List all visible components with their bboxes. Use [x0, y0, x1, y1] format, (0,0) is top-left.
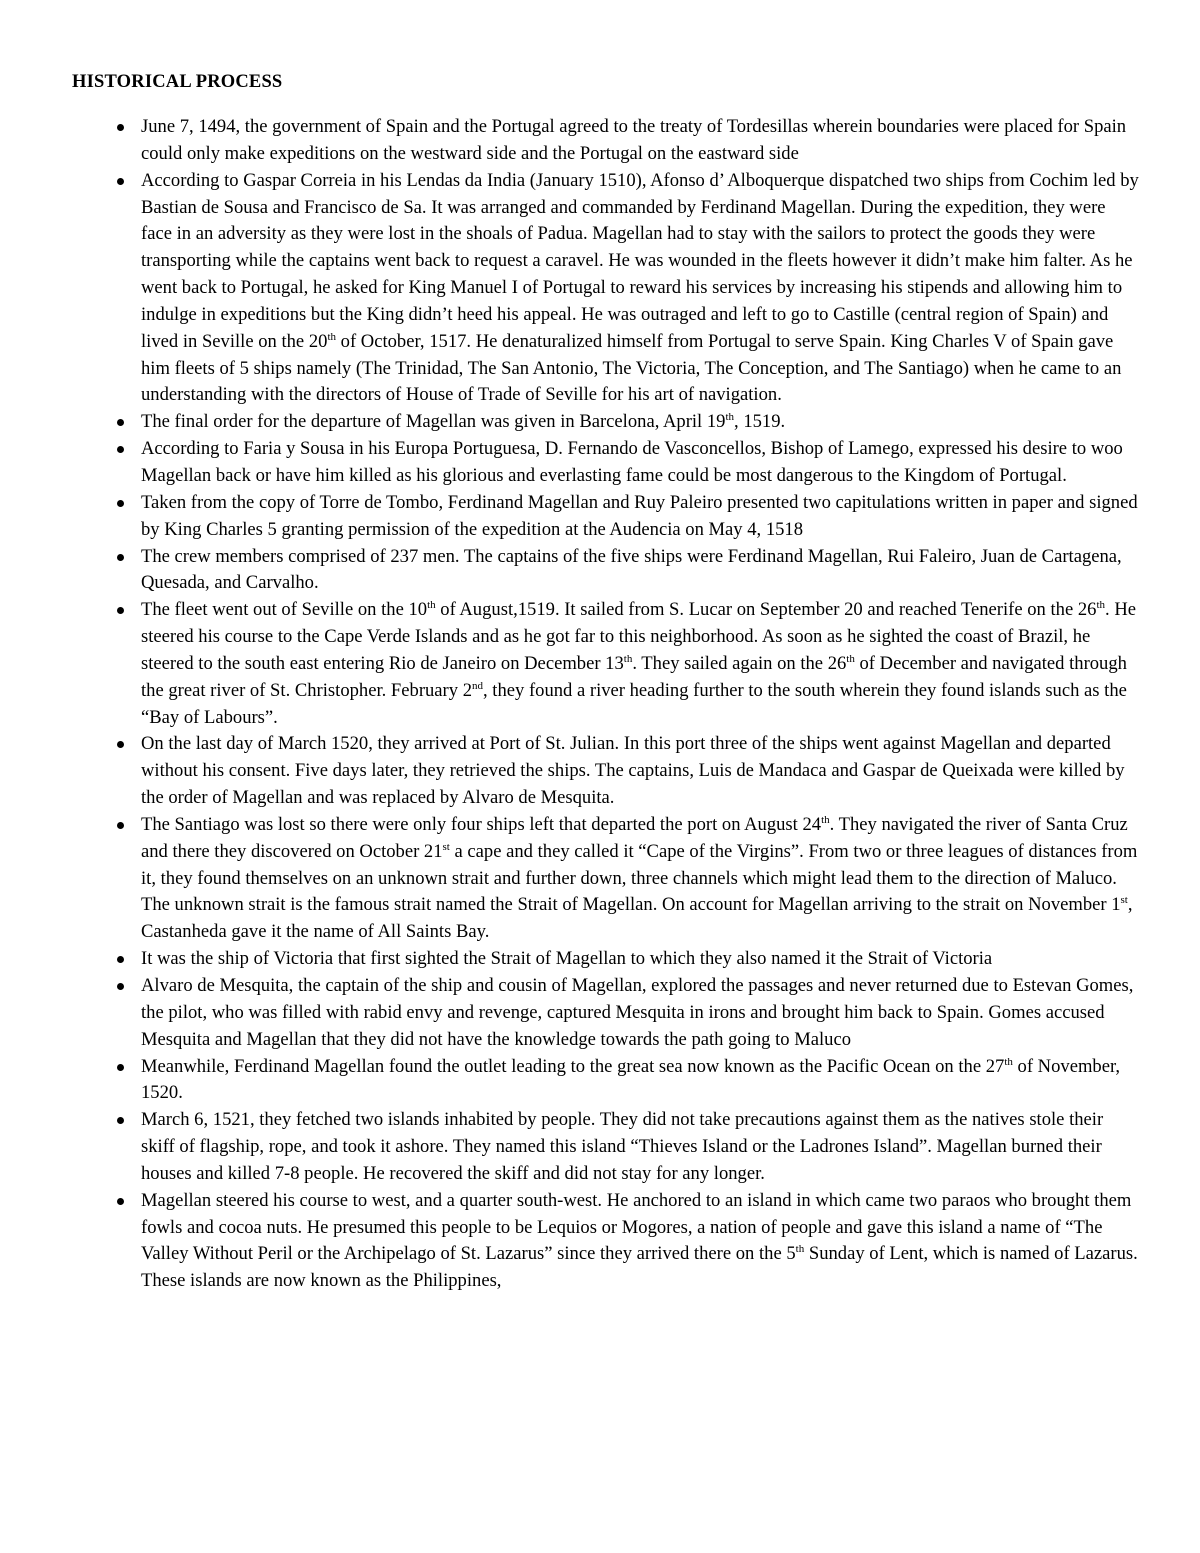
list-item-text: . They navigated the river of Santa Cruz and there they discovered on October 21 [141, 813, 1128, 862]
ordinal-suffix: th [327, 330, 336, 343]
ordinal-suffix: th [1004, 1055, 1013, 1068]
list-item-text: , 1519. [734, 411, 786, 433]
list-item-text: , they found a river heading further to the south wherein they found islands such as the “Bay of Labours”. [141, 679, 1127, 728]
list-item-text: March 6, 1521, they fetched two islands inhabited by people. They did not take precautions against them as the natives stole their skiff of flagship, rope, and took it ashore. They named this island “Thieves Island or the Ladrones Island”. Magellan burned their houses and killed 7-8 people. He recovered the skiff and did not stay for any longer. [141, 1109, 1104, 1184]
ordinal-suffix: th [821, 813, 830, 826]
list-item-text: Meanwhile, Ferdinand Magellan found the outlet leading to the great sea now known as the Pacific Ocean on the 27 [141, 1055, 1005, 1077]
bullet-icon [117, 607, 124, 614]
list-item-text: The final order for the departure of Magellan was given in Barcelona, April 19 [141, 411, 726, 433]
ordinal-suffix: th [846, 652, 855, 665]
bullet-icon [117, 178, 124, 185]
ordinal-suffix: th [1096, 599, 1106, 612]
list-item [0, 114, 1200, 168]
list-item [0, 1107, 1200, 1188]
list-item-text: of August,1519. It sailed from S. Lucar on September 20 and reached Tenerife on the 26 [435, 599, 1097, 621]
list-item [0, 812, 1200, 946]
list-item [0, 973, 1200, 1054]
list-item-text: According to Faria y Sousa in his Europa Portuguesa, D. Fernando de Vasconcellos, Bishop of Lamego, expressed his desire to woo Magellan back or have him killed as his glorious and everlasting fame could be most dangerous to the Kingdom of Portugal. [141, 438, 1123, 486]
ordinal-suffix: th [795, 1243, 805, 1256]
bullet-list [0, 114, 1200, 1295]
list-item [0, 544, 1200, 598]
list-item-text: It was the ship of Victoria that first sighted the Strait of Magellan to which they also named it the Strait of Victoria [141, 948, 993, 970]
list-item-text: of November, 1520. [141, 1055, 1121, 1104]
list-item-text: The crew members comprised of 237 men. The captains of the five ships were Ferdinand Magellan, Rui Faleiro, Juan de Cartagena, Quesada, and Carvalho. [141, 545, 1122, 594]
list-item-text: Magellan steered his course to west, and a quarter south-west. He anchored to an island in which came two paraos who brought them fowls and cocoa nuts. He presumed this people to be Lequios or Mogores, a nation of people and gave this island a name of “The Valley Without Peril or the Archipelago of St. Lazarus” since they arrived there on the 5 [141, 1189, 1132, 1265]
list-item-text: of October, 1517. He denaturalized himself from Portugal to serve Spain. King Charles V of Spain gave him fleets of 5 ships namely (The Trinidad, The San Antonio, The Victoria, The Conception, and The Santiago) when he came to an understanding with the directors of House of Trade of Seville for his art of navigation. [141, 330, 1122, 406]
ordinal-suffix: th [427, 599, 436, 612]
list-item [0, 168, 1200, 410]
bullet-icon [117, 446, 124, 453]
ordinal-suffix: st [442, 840, 450, 853]
list-item-text: a cape and they called it “Cape of the Virgins”. From two or three leagues of distances from it, they found themselves on an unknown strait and further down, three channels which might lead them to the direction of Maluco. The unknown strait is the famous strait named the Strait of Magellan. On account for Magellan arriving to the strait on November 1 [141, 840, 1138, 916]
list-item [0, 597, 1200, 731]
list-item [0, 1054, 1200, 1108]
list-item-text: The Santiago was lost so there were only four ships left that departed the port on August 24 [141, 813, 822, 835]
list-item [0, 946, 1200, 973]
list-item-text: . He steered his course to the Cape Verde Islands and as he got far to this neighborhood. As soon as he sighted the coast of Brazil, he steered to the south east entering Rio de Janeiro on December 13 [141, 599, 1137, 674]
section-heading: HISTORICAL PROCESS [72, 72, 283, 92]
list-item-text: Taken from the copy of Torre de Tombo, Ferdinand Magellan and Ruy Paleiro presented two capitulations written in paper and signed by King Charles 5 granting permission of the expedition at the Audencia on May 4, 1518 [141, 491, 1138, 540]
bullet-icon [117, 741, 124, 748]
list-item-text: , Castanheda gave it the name of All Saints Bay. [141, 894, 1133, 943]
list-item [0, 436, 1200, 490]
bullet-icon [117, 124, 124, 131]
ordinal-suffix: th [623, 652, 633, 665]
bullet-icon [117, 1198, 124, 1205]
list-item-text: Sunday of Lent, which is named of Lazarus. These islands are now known as the Philippines, [141, 1243, 1138, 1292]
bullet-icon [117, 1117, 124, 1124]
list-item-text: On the last day of March 1520, they arrived at Port of St. Julian. In this port three of the ships went against Magellan and departed without his consent. Five days later, they retrieved the ships. The captains, Luis de Mandaca and Gaspar de Queixada were killed by the order of Magellan and was replaced by Alvaro de Mesquita. [141, 733, 1125, 809]
list-item-text: Alvaro de Mesquita, the captain of the ship and cousin of Magellan, explored the passages and never returned due to Estevan Gomes, the pilot, who was filled with rabid envy and revenge, captured Mesquita in irons and brought him back to Spain. Gomes accused Mesquita and Magellan that they did not have the knowledge towards the path going to Maluco [141, 975, 1134, 1050]
bullet-icon [117, 1064, 124, 1071]
list-item-text: of December and navigated through the great river of St. Christopher. February 2 [141, 652, 1127, 701]
bullet-icon [117, 554, 124, 561]
list-item-text: According to Gaspar Correia in his Lendas da India (January 1510), Afonso d’ Alboquerque dispatched two ships from Cochim led by Bastian de Sousa and Francisco de Sa. It was arranged and commanded by Ferdinand Magellan. During the expedition, they were face in an adversity as they were lost in the shoals of Padua. Magellan had to stay with the sailors to protect the goods they were transporting while the captains went back to request a caravel. He was wounded in the fleets however it didn’t make him falter. As he went back to Portugal, he asked for King Manuel I of Portugal to reward his services by increasing his stipends and allowing him to indulge in expeditions but the King didn’t heed his appeal. He was outraged and left to go to Castille (central region of Spain) and lived in Seville on the 20 [141, 169, 1139, 352]
bullet-icon [117, 983, 124, 990]
list-item-text: June 7, 1494, the government of Spain and the Portugal agreed to the treaty of Tordesillas wherein boundaries were placed for Spain could only make expeditions on the westward side and the Portugal on the eastward side [141, 116, 1127, 164]
list-item-text: . They sailed again on the 26 [632, 652, 847, 674]
list-item [0, 1188, 1200, 1295]
ordinal-suffix: nd [472, 679, 483, 692]
bullet-icon [117, 956, 124, 963]
list-item [0, 490, 1200, 544]
list-item [0, 409, 1200, 436]
ordinal-suffix: st [1120, 894, 1128, 907]
ordinal-suffix: th [725, 411, 735, 424]
bullet-icon [117, 419, 124, 426]
list-item [0, 731, 1200, 812]
bullet-icon [117, 822, 124, 829]
bullet-icon [117, 500, 124, 507]
list-item-text: The fleet went out of Seville on the 10 [141, 599, 428, 621]
